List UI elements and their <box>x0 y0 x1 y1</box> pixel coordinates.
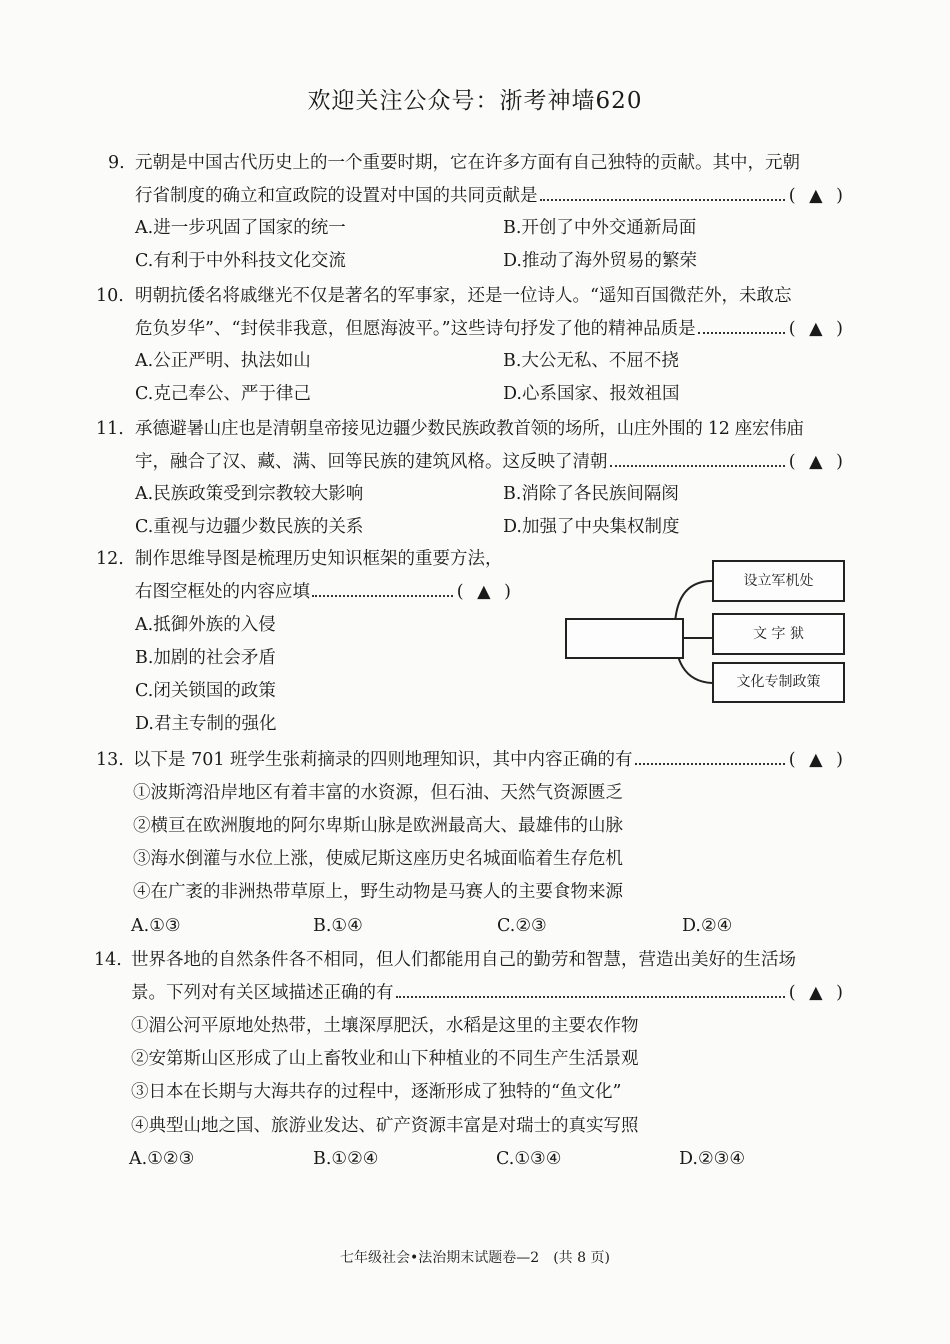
stem-text: 右图空框处的内容应填 <box>135 582 310 602</box>
question-stem-line2 <box>135 183 847 209</box>
option-d: D.君主专制的强化 <box>135 714 277 734</box>
option-c: C.②③ <box>497 916 547 936</box>
option-b: B.①②④ <box>313 1149 379 1169</box>
question-number: 14. <box>94 950 122 970</box>
question-stem-line2 <box>135 579 515 605</box>
statement: ④典型山地之国、旅游业发达、矿产资源丰富是对瑞士的真实写照 <box>131 1116 639 1136</box>
option-d: D.②④ <box>682 916 733 936</box>
answer-blank: ( ▲ ) <box>788 983 847 1003</box>
stem-text: 宇，融合了汉、藏、满、回等民族的建筑风格。这反映了清朝 <box>135 452 608 472</box>
option-d: D.推动了海外贸易的繁荣 <box>503 251 697 271</box>
option-a: A.①②③ <box>129 1149 195 1169</box>
option-c: C.重视与边疆少数民族的关系 <box>135 517 364 537</box>
statement: ①波斯湾沿岸地区有着丰富的水资源，但石油、天然气资源匮乏 <box>133 783 623 803</box>
option-a: A.①③ <box>131 916 181 936</box>
dot-leader <box>312 595 453 597</box>
option-a: A.进一步巩固了国家的统一 <box>135 218 346 238</box>
option-d: D.加强了中央集权制度 <box>503 517 680 537</box>
option-c: C.克己奉公、严于律己 <box>135 384 311 404</box>
option-c: C.闭关锁国的政策 <box>135 681 276 701</box>
question-stem: 明朝抗倭名将戚继光不仅是著名的军事家，还是一位诗人。“遥知百国微茫外，未敢忘 <box>135 286 792 306</box>
question-stem-line2 <box>135 316 847 342</box>
question-stem: 元朝是中国古代历史上的一个重要时期，它在许多方面有自己独特的贡献。其中，元朝 <box>135 153 800 173</box>
stem-text: 景。下列对有关区域描述正确的有 <box>131 983 394 1003</box>
question-number: 10. <box>96 286 124 306</box>
option-c: C.①③④ <box>496 1149 562 1169</box>
option-b: B.开创了中外交通新局面 <box>503 218 697 238</box>
statement: ②横亘在欧洲腹地的阿尔卑斯山脉是欧洲最高大、最雄伟的山脉 <box>133 816 623 836</box>
mind-map-branch: 文 字 狱 <box>712 613 845 655</box>
question-number: 9. <box>108 153 125 173</box>
dot-leader <box>610 465 785 467</box>
mind-map-branch: 设立军机处 <box>712 560 845 602</box>
dot-leader <box>635 763 785 765</box>
dot-leader <box>396 996 785 998</box>
option-c: C.有利于中外科技文化交流 <box>135 251 346 271</box>
question-stem: 制作思维导图是梳理历史知识框架的重要方法， <box>135 549 503 569</box>
statement: ③日本在长期与大海共存的过程中，逐渐形成了独特的“鱼文化” <box>131 1082 622 1102</box>
answer-blank: ( ▲ ) <box>456 582 515 602</box>
question-stem: 承德避暑山庄也是清朝皇帝接见边疆少数民族政教首领的场所，山庄外围的 12 座宏伟庙 <box>135 419 804 439</box>
question-stem-line2 <box>131 980 847 1006</box>
question-stem: 世界各地的自然条件各不相同，但人们都能用自己的勤劳和智慧，营造出美好的生活场 <box>131 950 796 970</box>
dot-leader <box>698 332 785 334</box>
option-a: A.抵御外族的入侵 <box>135 615 276 635</box>
question-stem-line2 <box>135 449 847 475</box>
option-d: D.②③④ <box>679 1149 746 1169</box>
mind-map-blank-box <box>565 618 684 659</box>
mind-map-branch: 文化专制政策 <box>712 662 845 703</box>
option-b: B.大公无私、不屈不挠 <box>503 351 679 371</box>
stem-text: 行省制度的确立和宣政院的设置对中国的共同贡献是 <box>135 186 538 206</box>
option-b: B.加剧的社会矛盾 <box>135 648 276 668</box>
statement: ①湄公河平原地处热带，土壤深厚肥沃，水稻是这里的主要农作物 <box>131 1016 639 1036</box>
option-d: D.心系国家、报效祖国 <box>503 384 680 404</box>
dot-leader <box>540 199 785 201</box>
question-number: 12. <box>96 549 124 569</box>
stem-text: 危负岁华”、“封侯非我意，但愿海波平。”这些诗句抒发了他的精神品质是 <box>135 319 696 339</box>
statement: ②安第斯山区形成了山上畜牧业和山下种植业的不同生产生活景观 <box>131 1049 639 1069</box>
stem-text: 以下是 701 班学生张莉摘录的四则地理知识，其中内容正确的有 <box>133 750 633 770</box>
statement: ③海水倒灌与水位上涨，使威尼斯这座历史名城面临着生存危机 <box>133 849 623 869</box>
option-a: A.民族政策受到宗教较大影响 <box>135 484 364 504</box>
option-b: B.消除了各民族间隔阂 <box>503 484 679 504</box>
answer-blank: ( ▲ ) <box>788 452 847 472</box>
answer-blank: ( ▲ ) <box>788 186 847 206</box>
answer-blank: ( ▲ ) <box>788 319 847 339</box>
option-b: B.①④ <box>313 916 363 936</box>
header-banner: 欢迎关注公众号：浙考神墙620 <box>307 88 643 114</box>
answer-blank: ( ▲ ) <box>788 750 847 770</box>
statement: ④在广袤的非洲热带草原上，野生动物是马赛人的主要食物来源 <box>133 882 623 902</box>
page-footer: 七年级社会•法治期末试题卷—2 (共 8 页) <box>340 1250 610 1266</box>
question-stem <box>133 747 847 773</box>
question-number: 11. <box>96 419 124 439</box>
question-number: 13. <box>96 750 124 770</box>
option-a: A.公正严明、执法如山 <box>135 351 311 371</box>
